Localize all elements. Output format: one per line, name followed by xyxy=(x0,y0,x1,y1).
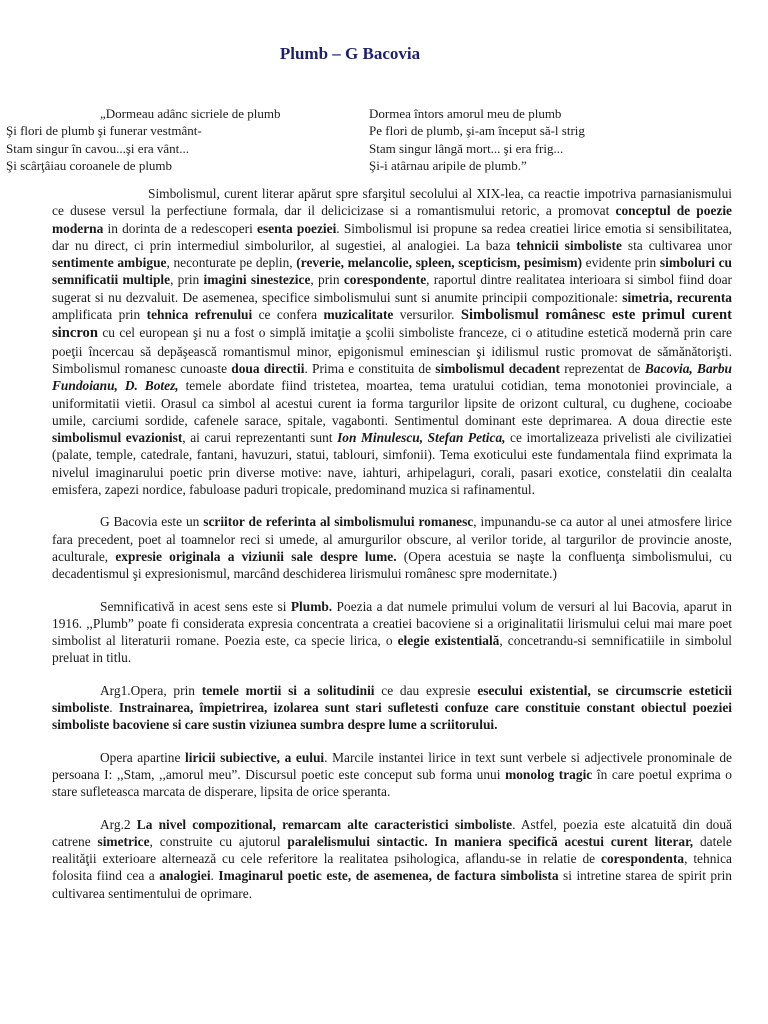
paragraph-text: amplificata prin xyxy=(52,307,147,323)
paragraph-text: , ai carui reprezentanti sunt xyxy=(182,430,338,446)
paragraph-text: (Opera acestuia se naşte la confluenţa simbolismului, cu decadentismul şi expresionismul, marcând deschiderea lirismului românesc spre modernitate.) xyxy=(52,548,732,582)
essay-paragraph xyxy=(52,513,732,582)
emphasis-text: In maniera specifică acestui curent literar, xyxy=(434,833,694,849)
poem-stanza-left xyxy=(6,105,351,175)
emphasis-text: simboluri cu semnificatii multiple xyxy=(52,255,732,288)
paragraph-text: G Bacovia este un xyxy=(100,514,204,530)
paragraph-text: datele realităţii exterioare alternează cu cele referitore la realitatea psihologica, aflandu-se in relatie de xyxy=(52,833,732,867)
emphasis-text: simbolismul decadent xyxy=(435,360,561,376)
essay-paragraph xyxy=(52,749,732,801)
emphasis-text: simetrice xyxy=(97,833,150,849)
emphasis-text: monolog tragic xyxy=(505,766,593,782)
emphasis-text: sentimente ambigue xyxy=(52,255,167,271)
paragraph-text: ce dau expresie xyxy=(374,682,478,698)
paragraph-text: Arg1.Opera, prin xyxy=(100,682,202,698)
emphasis-text: imagini sinestezice xyxy=(203,272,311,288)
emphasis-text: (reverie, melancolie, spleen, scepticism, pesimism) xyxy=(296,255,583,271)
paragraph-text: Opera apartine xyxy=(100,749,186,765)
emphasis-text: Imaginarul poetic este, de asemenea, de factura simbolista xyxy=(218,868,559,884)
paragraph-text: . Astfel, poezia este alcatuită din două catrene xyxy=(52,816,732,849)
emphasis-text: tehnicii simboliste xyxy=(516,237,622,253)
paragraph-text: Semnificativă in acest sens este si xyxy=(100,598,291,614)
paragraph-text: . Prima e constituita de xyxy=(304,360,436,376)
paragraph-text: ce confera xyxy=(252,307,324,323)
paragraph-text: , neconturate pe deplin, xyxy=(166,255,297,271)
paragraph-text: ce imortalizeaza privelisti ale civilizatiei (palate, temple, catedrale, fantani, havuzuri, statui, tablouri, simfonii). Tema exoticului este fundamentala fiind exprimata la nivelul imaginarului poetic prin diverse motive: nave, iahturi, arhipelaguri, corali, pasari exotice, constelatii din cealalta emisfera, zapezi nordice, fabuloase paduri tropicale, predominand muzica si rafinamentul. xyxy=(52,430,732,498)
emphasis-text: temele mortii si a solitudinii xyxy=(201,682,375,698)
emphasis-text: scriitor de referinta al simbolismului romanesc xyxy=(203,514,474,530)
emphasis-text: analogiei xyxy=(159,868,211,884)
emphasis-text: La nivel compozitional, remarcam alte caracteristici simboliste xyxy=(136,816,513,832)
paragraph-text: în care poetul exprima o stare sufleteasca marcata de disperare, lipsita de orice speranta. xyxy=(52,766,732,800)
paragraph-text: , prin xyxy=(170,272,204,288)
emphasis-text: esenta poeziei xyxy=(257,220,337,236)
paragraph-text: Poezia a dat numele primului volum de versuri al lui Bacovia, aparut in 1916. ,,Plumb” poate fi considerata expresia concentrata a creatiei bacoviene si a originalitatii lirismului celui mai mare poet simbolist al literaturii romane. Poezia este, ca specie lirica, o xyxy=(52,598,732,649)
emphasis-text: conceptul de poezie moderna xyxy=(52,203,733,236)
emphasis-text: Bacovia, Barbu Fundoianu, D. Botez, xyxy=(52,360,732,394)
emphasis-text: simetria, recurenta xyxy=(622,289,732,305)
poem-line: „Dormeau adânc sicriele de plumb xyxy=(100,106,281,121)
paragraph-text: , raportul dintre realitatea interioara si simbol fiind doar sugerat si nu dezvaluit. De asemenea, specifice simbolismului sunt si anumite principii compozitionale: xyxy=(52,272,732,305)
paragraph-text: evidente prin xyxy=(582,255,660,271)
paragraph-text: Arg.2 xyxy=(100,816,137,832)
emphasis-text: corespondenta xyxy=(601,851,685,867)
paragraph-text: , impunandu-se ca autor al unei atmosfere lirice fara precedent, poet al toamnelor reci si umede, al amurgurilor obscure, al verilor toride, al targurilor de provincie anoste, aculturale, xyxy=(52,514,732,564)
paragraph-text: in dorinta de a redescoperi xyxy=(103,220,257,236)
essay-paragraph xyxy=(52,816,732,902)
paragraph-text: Simbolismul, curent literar apărut spre sfarşitul secolului al XIX-lea, ca reactie impotriva parnasianismului ce dusese versul la perfectiune formala, dar il delicicizase si a romantismului retoric, a promovat xyxy=(52,186,732,219)
paragraph-text: si intretine starea de spirit prin cultivarea sentimentului de oprimare. xyxy=(52,868,732,901)
paragraph-text: sta cultivarea unor xyxy=(621,237,732,253)
emphasis-text: doua directii xyxy=(231,360,305,376)
paragraph-text: temele abordate fiind tristetea, moartea, tema uratului cotidian, tema monotoniei provinciale, a uniformitatii vietii. Orasul ca simbol al acestui curent ia forma targurilor lipsite de orizont cultural, cu dughene, cocioabe umile, carciumi sordide, cafenele sarace, spitale, vagabonti. Sentimentul dominant este deprimarea. A doua directie este xyxy=(52,378,732,428)
paragraph-text: . Simbolismul isi propune sa redea creatiei lirice emotia si sensibilitatea, dar nu direct, ci prin intermediul simbolurilor, al sugestiei, al analogiei. La baza xyxy=(52,220,733,253)
emphasis-text: Simbolismul românesc este primul curent sincron xyxy=(52,307,732,342)
emphasis-text: simbolismul evazionist xyxy=(52,430,183,446)
page-title: Plumb – G Bacovia xyxy=(279,44,421,63)
poem-stanza-right xyxy=(369,105,714,175)
emphasis-text: muzicalitate xyxy=(323,307,394,323)
paragraph-text xyxy=(428,834,435,849)
poem-line: Şi scârţâiau coroanele de plumb xyxy=(6,158,173,174)
emphasis-text: tehnica refrenului xyxy=(146,307,253,323)
emphasis-text: Instrainarea, împietrirea, izolarea sunt stari sufletesti confuze care constituie constant obiectul poeziei simboliste bacoviene si care sustin viziunea sumbra despre lume a scriitorului. xyxy=(52,700,732,733)
paragraph-text: reprezentat de xyxy=(560,360,645,376)
emphasis-text: corespondente xyxy=(343,272,427,288)
emphasis-text: elegie existentială xyxy=(397,633,500,649)
paragraph-text: , concetrandu-si semnificatiile in simbolul preluat in titlu. xyxy=(52,633,733,666)
essay-paragraph xyxy=(52,185,732,498)
emphasis-text: se circumscrie esteticii simboliste xyxy=(52,682,732,716)
emphasis-text: liricii subiective, a eului xyxy=(185,749,325,765)
essay-paragraph xyxy=(52,598,732,667)
emphasis-text: expresie originala a viziunii sale despre lume. xyxy=(115,548,397,564)
emphasis-text: paralelismului sintactic. xyxy=(287,833,428,849)
paragraph-text: , construite cu ajutorul xyxy=(149,833,288,849)
essay-body xyxy=(52,185,732,917)
poem-line: Stam singur în cavou...şi era vânt... xyxy=(6,140,190,156)
poem-line: Şi flori de plumb şi funerar vestmânt- xyxy=(6,123,202,139)
essay-paragraph xyxy=(52,682,732,734)
paragraph-text: , prin xyxy=(310,272,344,288)
paragraph-text: cu cel european şi nu a fost o simplă imitaţie a şcolii simboliste franceze, ci o atitudine estetică modernă prin care poeţii încercau să depăşească romantismul minor, epigonismul eminescian şi idilismul rustic promovat de sămănătorişti. Simbolismul romanesc cunoaste xyxy=(52,325,732,376)
paragraph-text: . xyxy=(210,868,219,884)
paragraph-text: , tehnica folosita fiind cea a xyxy=(52,851,732,884)
poem-line: Dormea întors amorul meu de plumb xyxy=(369,106,562,121)
paragraph-text: versurilor. xyxy=(393,307,461,323)
poem-line: Şi-i atârnau aripile de plumb.” xyxy=(369,158,527,174)
emphasis-text: Plumb. xyxy=(290,598,333,614)
paragraph-text: . xyxy=(109,700,119,716)
poem-line: Pe flori de plumb, şi-am început să-l strig xyxy=(369,123,585,139)
poem-line: Stam singur lângă mort... şi era frig... xyxy=(369,140,564,156)
emphasis-text: esecului existential, xyxy=(477,682,591,698)
emphasis-text: Ion Minulescu, Stefan Petica, xyxy=(337,430,506,446)
paragraph-text: . Marcile instantei lirice in text sunt verbele si adjectivele pronominale de persoana I: ,,Stam, ,,amorul meu”. Discursul poetic este conceput sub forma unui xyxy=(52,749,732,782)
